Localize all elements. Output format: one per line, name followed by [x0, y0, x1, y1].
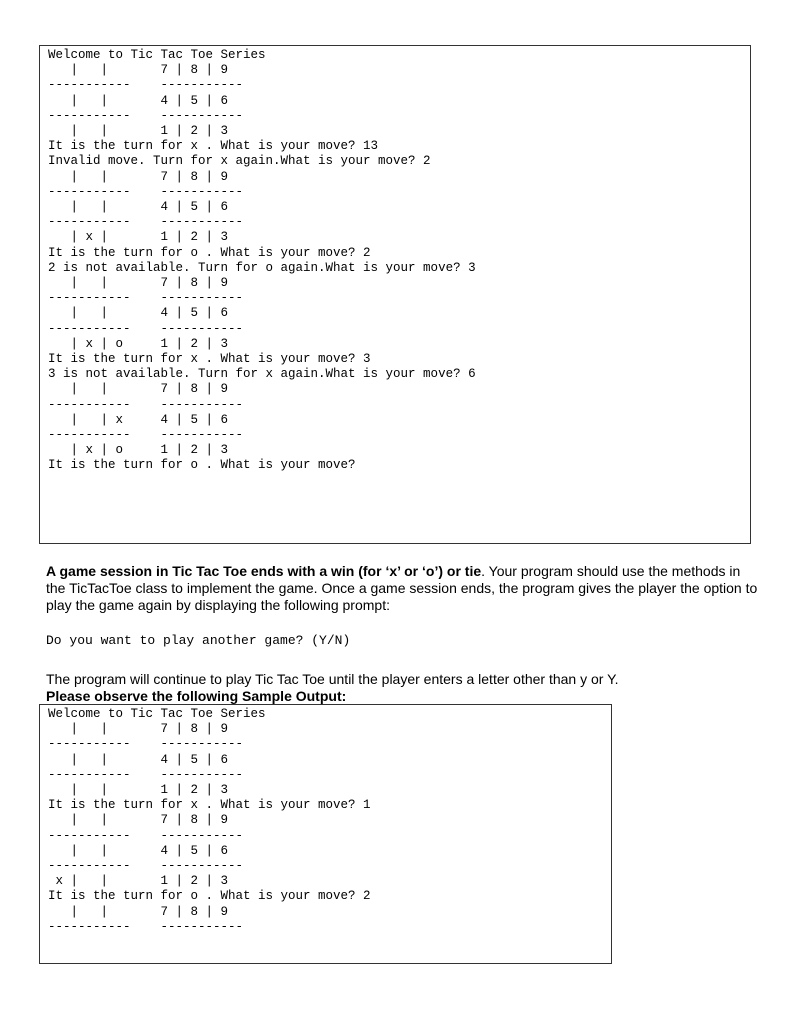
paragraph-body: . Your program should use the methods in the TicTacToe class to implement the game. Once a game session ends, the program gives the player the option to play the game again by displaying the following prompt: — [46, 563, 758, 613]
console-line: Invalid move. Turn for x again.What is your move? 2 — [48, 154, 431, 169]
console-line: It is the turn for x . What is your move? 1 — [48, 798, 371, 813]
console-line: ----------- ----------- — [48, 321, 244, 336]
console-line: | | 4 | 5 | 6 — [48, 752, 229, 767]
console-line: It is the turn for x . What is your move? 13 — [48, 139, 379, 154]
console-line: | | 1 | 2 | 3 — [48, 124, 229, 139]
console-line: | | 7 | 8 | 9 — [48, 722, 229, 737]
console-line: | | 7 | 8 | 9 — [48, 904, 229, 919]
console-line: ----------- ----------- — [48, 78, 244, 93]
console-line: ----------- ----------- — [48, 428, 244, 443]
console-line: ----------- ----------- — [48, 397, 244, 412]
console-line: ----------- ----------- — [48, 184, 244, 199]
console-line: ----------- ----------- — [48, 767, 244, 782]
console-output-box-1 — [39, 45, 751, 544]
console-line: It is the turn for o . What is your move? — [48, 458, 356, 473]
console-line: | | 4 | 5 | 6 — [48, 200, 229, 215]
console-line: | x | o 1 | 2 | 3 — [48, 443, 229, 458]
console-line: | | 4 | 5 | 6 — [48, 93, 229, 108]
continue-paragraph: The program will continue to play Tic Tac Toe until the player enters a letter other than y or Y. — [46, 671, 619, 687]
sample-output-heading: Please observe the following Sample Output: — [46, 688, 347, 704]
console-line: | | 4 | 5 | 6 — [48, 843, 229, 858]
console-line: It is the turn for x . What is your move? 3 — [48, 352, 371, 367]
console-line: ----------- ----------- — [48, 215, 244, 230]
play-again-prompt: Do you want to play another game? (Y/N) — [46, 633, 351, 648]
console-line: | | 7 | 8 | 9 — [48, 63, 229, 78]
console-line: It is the turn for o . What is your move? 2 — [48, 245, 371, 260]
console-line: | | x 4 | 5 | 6 — [48, 412, 229, 427]
console-line: x | | 1 | 2 | 3 — [48, 874, 229, 889]
console-line: | | 4 | 5 | 6 — [48, 306, 229, 321]
paragraph-bold-lead: A game session in Tic Tac Toe ends with a win (for ‘x’ or ‘o’) or tie — [46, 563, 482, 579]
console-output-text-1 — [48, 48, 750, 474]
console-line: 3 is not available. Turn for x again.What is your move? 6 — [48, 367, 476, 382]
console-line: | | 7 | 8 | 9 — [48, 276, 229, 291]
console-line: ----------- ----------- — [48, 859, 244, 874]
console-line: ----------- ----------- — [48, 737, 244, 752]
console-line: | | 7 | 8 | 9 — [48, 169, 229, 184]
console-output-text-2 — [48, 707, 611, 935]
console-line: | x | 1 | 2 | 3 — [48, 230, 229, 245]
console-line: Welcome to Tic Tac Toe Series — [48, 707, 266, 721]
console-line: ----------- ----------- — [48, 828, 244, 843]
description-paragraph — [46, 563, 758, 614]
console-line: | x | o 1 | 2 | 3 — [48, 336, 229, 351]
console-line: ----------- ----------- — [48, 108, 244, 123]
console-line: ----------- ----------- — [48, 919, 244, 934]
console-line: It is the turn for o . What is your move? 2 — [48, 889, 371, 904]
console-line: 2 is not available. Turn for o again.What is your move? 3 — [48, 260, 476, 275]
console-line: | | 1 | 2 | 3 — [48, 783, 229, 798]
console-line: | | 7 | 8 | 9 — [48, 813, 229, 828]
console-line: | | 7 | 8 | 9 — [48, 382, 229, 397]
console-line: ----------- ----------- — [48, 291, 244, 306]
console-line: Welcome to Tic Tac Toe Series — [48, 48, 266, 62]
console-output-box-2 — [39, 704, 612, 964]
